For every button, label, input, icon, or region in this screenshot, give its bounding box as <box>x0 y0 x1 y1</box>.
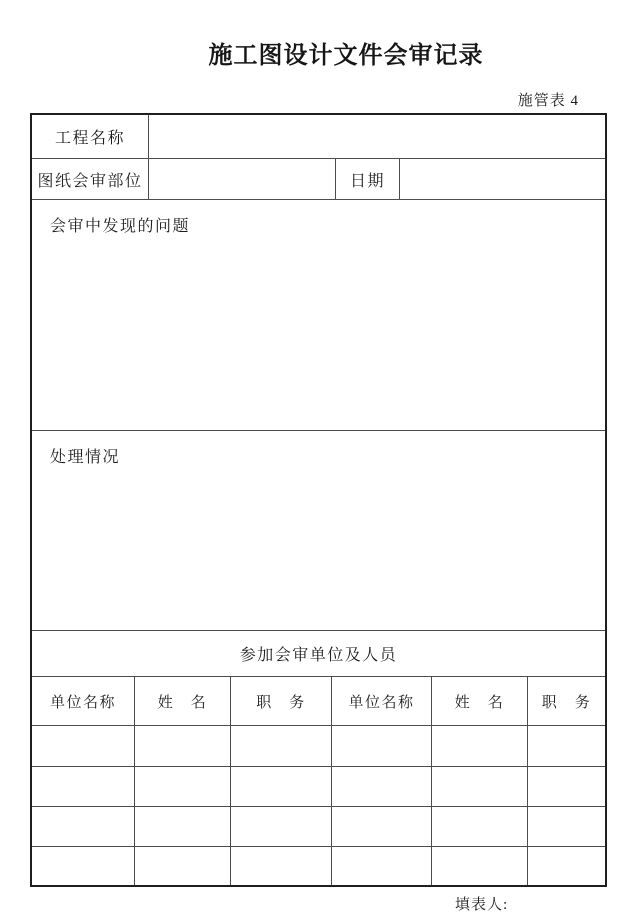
col-header-title-2: 职 务 <box>541 694 592 711</box>
col-header-unit-2: 单位名称 <box>332 677 432 725</box>
participant-cell[interactable] <box>231 767 332 806</box>
participant-cell[interactable] <box>231 726 332 766</box>
participant-cell[interactable] <box>332 807 432 846</box>
date-value-cell[interactable] <box>400 159 605 199</box>
review-record-table <box>30 113 607 887</box>
participant-cell[interactable] <box>432 767 528 806</box>
participant-cell[interactable] <box>432 847 528 885</box>
participant-cell[interactable] <box>231 807 332 846</box>
filler-label: 填表人: <box>455 897 509 913</box>
review-section-label: 图纸会审部位 <box>32 159 149 199</box>
participants-header-row <box>32 630 605 676</box>
participant-row <box>32 766 605 806</box>
participant-row <box>32 725 605 766</box>
participant-row <box>32 806 605 846</box>
problems-found-section[interactable] <box>32 199 605 430</box>
participant-cell[interactable] <box>332 847 432 885</box>
col-header-title-1: 职 务 <box>231 677 332 725</box>
project-name-value-cell[interactable] <box>149 115 605 158</box>
participant-cell[interactable] <box>135 847 231 885</box>
project-name-label: 工程名称 <box>32 115 149 158</box>
review-section-value-cell[interactable] <box>149 159 336 199</box>
project-name-row <box>32 115 605 158</box>
participant-cell[interactable] <box>432 726 528 766</box>
participant-cell[interactable] <box>231 847 332 885</box>
handling-label: 处理情况 <box>50 449 121 466</box>
participant-cell[interactable] <box>135 726 231 766</box>
col-header-name-1: 姓 名 <box>135 677 231 725</box>
participant-cell[interactable] <box>528 767 605 806</box>
column-header-row <box>32 676 605 725</box>
participant-cell[interactable] <box>32 767 135 806</box>
participant-cell[interactable] <box>32 847 135 885</box>
participant-cell[interactable] <box>135 767 231 806</box>
participant-cell[interactable] <box>32 726 135 766</box>
page-title: 施工图设计文件会审记录 <box>208 42 484 69</box>
date-label: 日期 <box>336 159 400 199</box>
participant-cell[interactable] <box>32 807 135 846</box>
participant-cell[interactable] <box>135 807 231 846</box>
review-section-row <box>32 158 605 199</box>
handling-section[interactable] <box>32 430 605 630</box>
form-code-label: 施管表 4 <box>517 93 579 109</box>
participant-row <box>32 846 605 885</box>
col-header-name-2: 姓 名 <box>432 677 528 725</box>
participant-cell[interactable] <box>332 726 432 766</box>
participant-cell[interactable] <box>332 767 432 806</box>
col-header-unit-1: 单位名称 <box>32 677 135 725</box>
participant-cell[interactable] <box>528 847 605 885</box>
problems-found-label: 会审中发现的问题 <box>50 218 191 235</box>
participants-header: 参加会审单位及人员 <box>239 647 398 664</box>
participant-cell[interactable] <box>528 807 605 846</box>
participant-cell[interactable] <box>528 726 605 766</box>
participant-cell[interactable] <box>432 807 528 846</box>
